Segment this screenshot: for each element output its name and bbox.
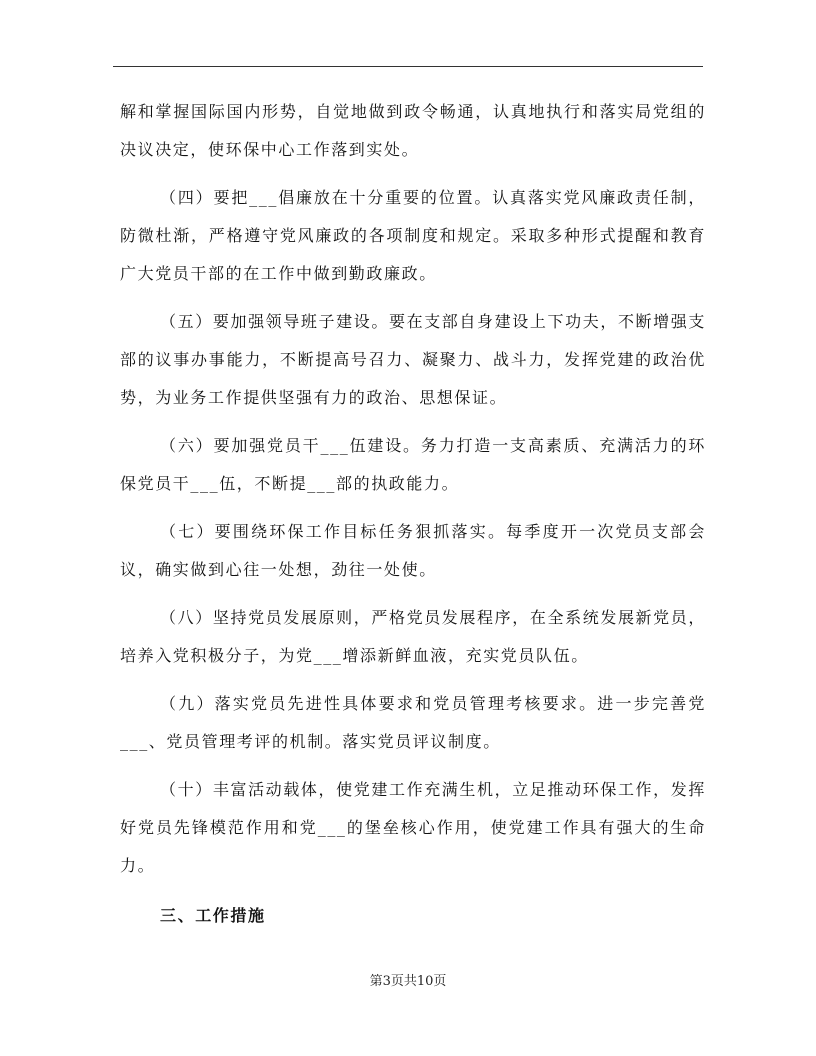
paragraph-continuation: 解和掌握国际国内形势，自觉地做到政令畅通，认真地执行和落实局党组的决议决定，使环保中心工作落到实处。 — [120, 102, 706, 159]
paragraph-item-4: （四）要把___倡廉放在十分重要的位置。认真落实党风廉政责任制，防微杜渐，严格遵守党风廉政的各项制度和规定。采取多种形式提醒和教育广大党员干部的在工作中做到勤政廉政。 — [120, 188, 706, 283]
paragraph-item-7: （七）要围绕环保工作目标任务狠抓落实。每季度开一次党员支部会议，确实做到心往一处想，劲往一处使。 — [120, 522, 706, 579]
section-heading: 三、工作措施 — [160, 906, 266, 925]
paragraph-item-8: （八）坚持党员发展原则，严格党员发展程序，在全系统发展新党员，培养入党积极分子，为党___增添新鲜血液，充实党员队伍。 — [120, 608, 706, 665]
paragraph-item-10: （十）丰富活动载体，使党建工作充满生机，立足推动环保工作，发挥好党员先锋模范作用和党___的堡垒核心作用，使党建工作具有强大的生命力。 — [120, 780, 706, 875]
paragraph-item-5: （五）要加强领导班子建设。要在支部自身建设上下功夫，不断增强支部的议事办事能力，不断提高号召力、凝聚力、战斗力，发挥党建的政治优势，为业务工作提供坚强有力的政治、思想保证。 — [120, 312, 706, 407]
header-rule — [113, 66, 703, 67]
paragraph-item-9: （九）落实党员先进性具体要求和党员管理考核要求。进一步完善党___、党员管理考评的机制。落实党员评议制度。 — [120, 694, 706, 751]
document-body — [120, 93, 706, 935]
paragraph-item-6: （六）要加强党员干___伍建设。务力打造一支高素质、充满活力的环保党员干___伍，不断提___部的执政能力。 — [120, 436, 706, 493]
page-number: 第3页共10页 — [369, 974, 447, 989]
